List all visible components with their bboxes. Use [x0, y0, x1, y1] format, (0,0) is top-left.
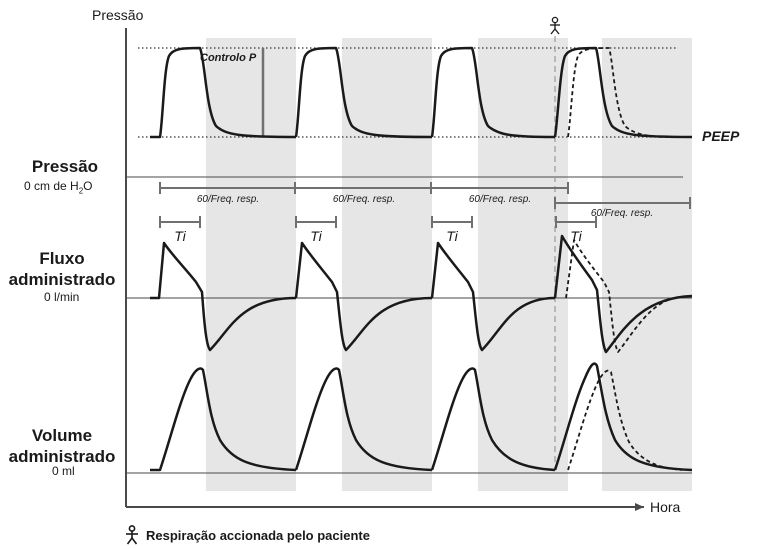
- legend-text: Respiração accionada pelo paciente: [146, 527, 370, 543]
- volume-label-line2: administrado: [8, 447, 116, 466]
- volume-zero-label: 0 ml: [52, 464, 75, 478]
- period-label-2: 60/Freq. resp.: [332, 194, 396, 205]
- flow-label-line2: administrado: [8, 270, 116, 289]
- flow-label-line1: Fluxo: [39, 249, 85, 268]
- flow-zero-label: 0 l/min: [44, 290, 80, 304]
- ti-label-1: Ti: [174, 228, 186, 244]
- x-axis-title: Hora: [650, 499, 681, 515]
- ti-bracket-2: [296, 216, 336, 228]
- pressure-zero-text: 0 cm de H: [24, 179, 79, 193]
- ti-bracket-1: [160, 216, 200, 228]
- ti-label-3: Ti: [446, 228, 458, 244]
- period-label-1: 60/Freq. resp.: [196, 194, 260, 205]
- control-p-label: Controlo P: [200, 52, 257, 64]
- volume-label: [0, 425, 124, 467]
- expiration-band-3: [478, 38, 568, 491]
- ti-label-2: Ti: [310, 228, 322, 244]
- volume-label-line1: Volume: [31, 426, 93, 445]
- trigger-person-icon: [550, 17, 560, 34]
- pressure-label: Pressão: [31, 157, 99, 176]
- expiration-band-4: [602, 38, 692, 491]
- expiration-bands: [206, 38, 692, 491]
- period-label-3: 60/Freq. resp.: [468, 194, 532, 205]
- pressure-zero-subscript: 2: [78, 186, 84, 196]
- y-axis-title: Pressão: [92, 7, 144, 23]
- pressure-zero-end: O: [83, 179, 93, 193]
- ti-bracket-3: [432, 216, 472, 228]
- peep-label: PEEP: [702, 128, 740, 144]
- pressure-zero-label: [24, 179, 92, 195]
- person-icon: [124, 525, 140, 545]
- expiration-band-2: [342, 38, 432, 491]
- period-label-4: 60/Freq. resp.: [590, 208, 654, 219]
- expiration-band-1: [206, 38, 296, 491]
- ti-label-4: Ti: [570, 228, 582, 244]
- legend: [124, 524, 370, 546]
- flow-label: [0, 248, 124, 290]
